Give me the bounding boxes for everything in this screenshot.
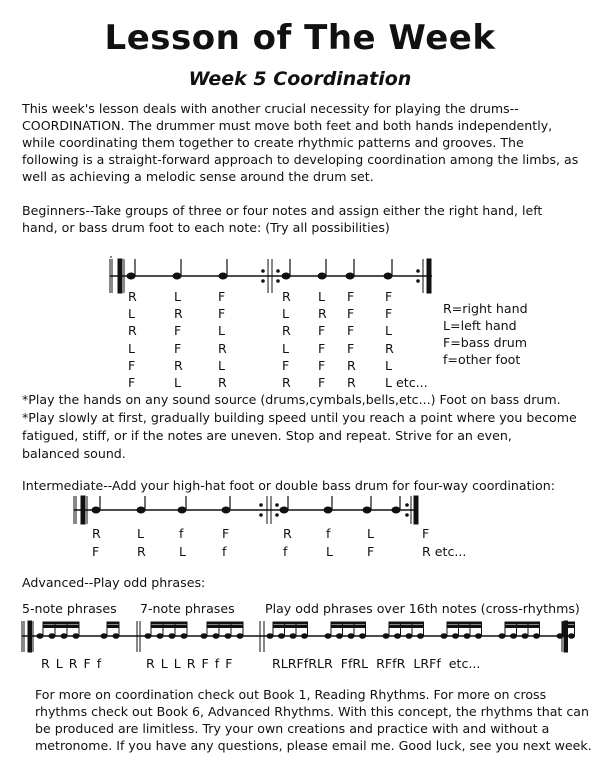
note-head bbox=[464, 634, 470, 639]
note-line: *Play the hands on any sound source (drums,cymbals,bells,etc...) Foot on bass drum. bbox=[22, 392, 561, 407]
note-head bbox=[557, 634, 563, 639]
closing-paragraph bbox=[35, 686, 592, 754]
note-beam bbox=[151, 622, 187, 624]
intro-paragraph bbox=[22, 100, 578, 185]
advanced-text: Advanced--Play odd phrases: bbox=[22, 575, 206, 590]
advanced-staff bbox=[0, 618, 600, 658]
note-beam bbox=[331, 626, 366, 628]
sticking-cell: L bbox=[179, 544, 187, 559]
sticking-cell: L bbox=[385, 323, 393, 339]
intro-line: well as achieving a melodic sense around the drum set. bbox=[22, 169, 374, 184]
note-head bbox=[522, 634, 528, 639]
sticking-cell: L bbox=[218, 357, 226, 373]
sticking-cell: F bbox=[347, 340, 355, 356]
sticking-cell: R bbox=[385, 340, 394, 356]
note-head bbox=[73, 634, 79, 639]
note-head bbox=[534, 634, 540, 639]
note-head bbox=[37, 634, 43, 639]
sticking-cell: f bbox=[283, 544, 288, 559]
sticking-7-note: R L L R F f F bbox=[146, 656, 233, 671]
sticking-cell: F bbox=[318, 375, 326, 390]
sticking-cell: R bbox=[318, 306, 327, 322]
intermediate-text: Intermediate--Add your high-hat foot or double bass drum for four-way coordination: bbox=[22, 478, 555, 493]
sticking-cell: F bbox=[385, 289, 393, 304]
note-head bbox=[49, 634, 55, 639]
note-head bbox=[225, 634, 231, 639]
sticking-cell: F bbox=[174, 340, 182, 356]
sticking-cell: F bbox=[385, 306, 393, 322]
intro-line: following is a straight-forward approach to developing coordination among the limbs, as bbox=[22, 152, 579, 167]
note-head bbox=[181, 634, 187, 639]
legend-item: L=left hand bbox=[443, 318, 517, 333]
legend-item: f=other foot bbox=[443, 352, 521, 367]
sticking-cell: F bbox=[318, 357, 326, 373]
sticking-cell: F bbox=[347, 306, 355, 322]
note-beam bbox=[207, 622, 243, 624]
note-head bbox=[383, 634, 389, 639]
note-line: balanced sound. bbox=[22, 446, 126, 461]
sticking-cell: R bbox=[174, 306, 183, 322]
sticking-cell: F bbox=[128, 357, 136, 373]
note-head bbox=[511, 634, 517, 639]
sticking-cell: L bbox=[318, 289, 326, 304]
legend-item: R=right hand bbox=[443, 301, 528, 316]
note-head bbox=[406, 634, 412, 639]
beginners-line: hand, or bass drum foot to each note: (Try all possibilities) bbox=[22, 220, 390, 235]
sticking-cell: R bbox=[174, 357, 183, 373]
note-head bbox=[569, 634, 575, 639]
sticking-cell: F bbox=[347, 289, 355, 304]
sticking-cell: L bbox=[218, 323, 226, 339]
sticking-cell: F bbox=[92, 544, 100, 559]
sticking-cell: L bbox=[367, 526, 375, 541]
note-beam bbox=[505, 622, 540, 624]
page-subtitle: Week 5 Coordination bbox=[188, 68, 412, 90]
beginners-paragraph bbox=[22, 202, 542, 236]
legend-item: F=bass drum bbox=[443, 335, 528, 350]
closing-line: For more on coordination check out Book 1, Reading Rhythms. For more on cross bbox=[35, 687, 547, 702]
note-beam bbox=[505, 626, 540, 628]
note-head bbox=[325, 634, 331, 639]
note-beam bbox=[107, 626, 119, 628]
sticking-cell: L bbox=[282, 340, 290, 356]
sticking-cell: R bbox=[347, 357, 356, 373]
note-head bbox=[441, 634, 447, 639]
note-beam bbox=[331, 622, 366, 624]
closing-line: be produced are limitless. Try your own creations and practice with and without a bbox=[35, 721, 550, 736]
note-beam bbox=[43, 622, 79, 624]
sticking-cell: L bbox=[128, 340, 136, 356]
sticking-cell: F bbox=[282, 357, 290, 373]
note-head bbox=[237, 634, 243, 639]
note-line: fatigued, stiff, or if the notes are uneven. Stop and repeat. Strive for an even, bbox=[22, 428, 512, 443]
heading-7-note: 7-note phrases bbox=[140, 601, 235, 616]
sticking-cell: f bbox=[179, 526, 184, 541]
sticking-cell: F bbox=[347, 323, 355, 339]
note-beam bbox=[273, 622, 308, 624]
sticking-cell: R bbox=[282, 289, 291, 304]
sticking-cell: F bbox=[222, 526, 230, 541]
note-head bbox=[499, 634, 505, 639]
note-beam bbox=[151, 626, 187, 628]
sticking-cell: R bbox=[218, 340, 227, 356]
sticking-odd: RLRFfRLR FfRL RFfR LRFf etc... bbox=[272, 656, 481, 671]
note-head bbox=[169, 634, 175, 639]
note-head bbox=[453, 634, 459, 639]
note-beam bbox=[447, 622, 482, 624]
note-head bbox=[279, 634, 285, 639]
note-head bbox=[290, 634, 296, 639]
sticking-cell: F bbox=[174, 323, 182, 339]
note-beam bbox=[389, 622, 424, 624]
sticking-5-note: R L R F f bbox=[41, 656, 102, 671]
note-head bbox=[113, 634, 119, 639]
sticking-cell: R bbox=[347, 375, 356, 390]
sticking-cell: L bbox=[137, 526, 145, 541]
note-head bbox=[360, 634, 366, 639]
note-beam bbox=[43, 626, 79, 628]
note-beam bbox=[447, 626, 482, 628]
sticking-cell: L bbox=[174, 289, 182, 304]
heading-5-note: 5-note phrases bbox=[22, 601, 117, 616]
sticking-cell: L bbox=[174, 375, 182, 390]
sticking-cell: f bbox=[326, 526, 331, 541]
beginners-notes bbox=[22, 391, 577, 463]
sticking-cell: R bbox=[282, 375, 291, 390]
note-head bbox=[213, 634, 219, 639]
beginners-line: Beginners--Take groups of three or four notes and assign either the right hand, left bbox=[22, 203, 543, 218]
heading-odd-phrases: Play odd phrases over 16th notes (cross-rhythms) bbox=[265, 601, 580, 616]
sticking-cell: L etc... bbox=[385, 375, 428, 390]
sticking-cell: F bbox=[318, 340, 326, 356]
note-head bbox=[101, 634, 107, 639]
note-head bbox=[395, 634, 401, 639]
sticking-cell: R etc... bbox=[422, 544, 467, 559]
sticking-cell: R bbox=[128, 289, 137, 304]
note-head bbox=[61, 634, 67, 639]
note-head bbox=[267, 634, 273, 639]
sticking-cell: R bbox=[92, 526, 101, 541]
intro-line: COORDINATION. The drummer must move both feet and both hands independently, bbox=[22, 118, 553, 133]
closing-line: rhythms check out Book 6, Advanced Rhythms. With this concept, the rhythms that can bbox=[35, 704, 589, 719]
sticking-cell: L bbox=[128, 306, 136, 322]
sticking-cell: R bbox=[218, 375, 227, 390]
sticking-cell: R bbox=[282, 323, 291, 339]
intro-line: while coordinating them together to create rhythmic patterns and grooves. The bbox=[22, 135, 524, 150]
sticking-cell: F bbox=[218, 289, 226, 304]
sticking-cell: f bbox=[222, 544, 227, 559]
limb-legend bbox=[443, 300, 528, 368]
sticking-cell: F bbox=[218, 306, 226, 322]
note-beam bbox=[563, 622, 575, 624]
note-head bbox=[145, 634, 151, 639]
note-head bbox=[157, 634, 163, 639]
note-beam bbox=[389, 626, 424, 628]
sticking-cell: R bbox=[137, 544, 146, 559]
note-beam bbox=[563, 626, 575, 628]
note-head bbox=[302, 634, 308, 639]
sticking-cell: F bbox=[128, 375, 136, 390]
note-head bbox=[348, 634, 354, 639]
note-beam bbox=[207, 626, 243, 628]
sticking-cell: F bbox=[422, 526, 430, 541]
sticking-cell: L bbox=[282, 306, 290, 322]
sticking-cell: R bbox=[128, 323, 137, 339]
sticking-cell: L bbox=[385, 357, 393, 373]
intermediate-sticking-table bbox=[0, 526, 600, 562]
note-beam bbox=[273, 626, 308, 628]
note-line: *Play slowly at first, gradually building speed until you reach a point where you become bbox=[22, 410, 577, 425]
sticking-cell: R bbox=[283, 526, 292, 541]
note-beam bbox=[107, 622, 119, 624]
sticking-cell: L bbox=[326, 544, 334, 559]
note-head bbox=[337, 634, 343, 639]
note-head bbox=[201, 634, 207, 639]
note-head bbox=[418, 634, 424, 639]
intro-line: This week's lesson deals with another crucial necessity for playing the drums-- bbox=[22, 101, 519, 116]
page-title: Lesson of The Week bbox=[104, 18, 496, 58]
sticking-cell: F bbox=[318, 323, 326, 339]
sticking-cell: F bbox=[367, 544, 375, 559]
closing-line: metronome. If you have any questions, please email me. Good luck, see you next week. bbox=[35, 738, 592, 753]
note-head bbox=[476, 634, 482, 639]
